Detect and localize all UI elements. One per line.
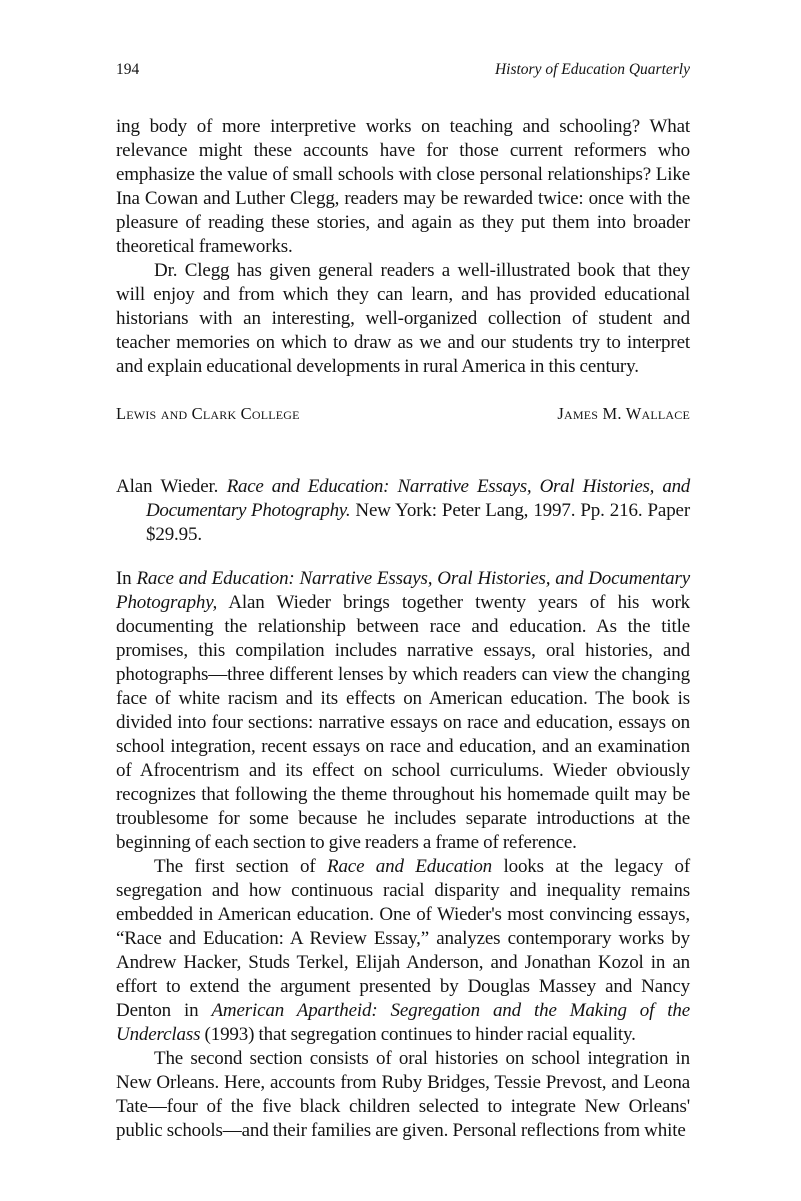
book-citation [116, 475, 690, 547]
book-title-inline: Race and Education [326, 856, 493, 877]
paragraph [116, 855, 690, 1047]
paragraph: ing body of more interpretive works on teaching and schooling? What relevance might these accounts have for those current reformers who emphasize the value of small schools with close personal relationships? Like Ina Cowan and Luther Clegg, readers may be rewarded twice: once with the pleasure of reading these stories, and again as they put them into broader theoretical frameworks. [116, 116, 690, 257]
page-number: 194 [116, 61, 140, 78]
reviewer-name: James M. Wallace [557, 404, 690, 423]
text: In [116, 568, 137, 589]
paragraph [116, 567, 690, 855]
cited-work-title: American Apartheid: Segregation and the Making of the Underclass [116, 1000, 690, 1045]
reviewer-signature [116, 402, 690, 426]
text: The first section of [154, 856, 327, 877]
paragraph: Dr. Clegg has given general readers a well-illustrated book that they will enjoy and from which they can learn, and has provided educational historians with an interesting, well-organized collection of student and teacher memories on which to draw as we and our students try to interpret and explain educational developments in rural America in this century. [116, 260, 690, 377]
review-body [116, 567, 690, 1143]
journal-title: History of Education Quarterly [494, 61, 690, 78]
book-author: Alan Wieder. [116, 476, 219, 497]
text: Alan Wieder brings together twenty years of his work documenting the relationship between race and education. As the title promises, this compilation includes narrative essays, oral histories, and photographs—three different lenses by which readers can view the changing face of white racism and its effects on American education. The book is divided into four sections: narrative essays on race and education, essays on school integration, recent essays on race and education, and an examination of Afrocentrism and its effect on school curriculums. Wieder obviously recognizes that following the theme throughout his homemade quilt may be troublesome for some because he includes separate introductions at the beginning of each section to give readers a frame of reference. [116, 592, 690, 853]
text: looks at the legacy of segregation and how continuous racial disparity and inequality remains embedded in American education. One of Wieder's most convincing essays, “Race and Education: A Review Essay,” analyzes contemporary works by Andrew Hacker, Studs Terkel, Elijah Anderson, and Jonathan Kozol in an effort to extend the argument presented by Douglas Massey and Nancy Denton in [116, 856, 690, 1021]
previous-review-ending [116, 115, 690, 379]
book-publication: New York: Peter Lang, 1997. Pp. 216. Paper $29.95. [146, 500, 691, 545]
book-title-inline: Race and Education: Narrative Essays, Oral Histories, and Documentary Photography, [116, 568, 690, 613]
paragraph: The second section consists of oral histories on school integration in New Orleans. Here, accounts from Ruby Bridges, Tessie Prevost, and Leona Tate—four of the five black children selected to integrate New Orleans' public schools—and their families are given. Personal reflections from white [116, 1048, 690, 1141]
running-head [116, 60, 690, 80]
book-title: Race and Education: Narrative Essays, Oral Histories, and Documentary Photography. [146, 476, 690, 521]
text: (1993) that segregation continues to hinder racial equality. [200, 1024, 636, 1045]
reviewer-institution: Lewis and Clark College [116, 404, 300, 423]
journal-page [116, 60, 690, 1143]
